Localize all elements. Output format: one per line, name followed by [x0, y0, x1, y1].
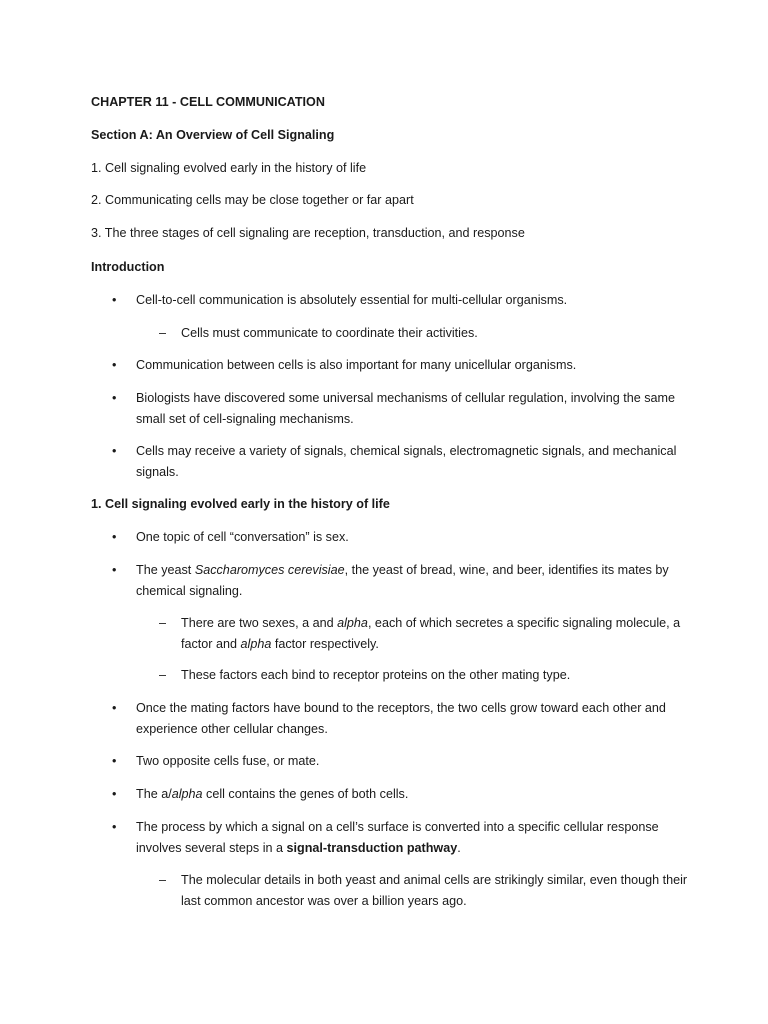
intro-bullet-2: Communication between cells is also important for many unicellular organisms.	[136, 358, 577, 372]
text-run: The a/	[136, 787, 172, 801]
s1-bullet-2	[136, 560, 696, 602]
s1-bullet-6	[136, 817, 696, 859]
s1-bullet-4: Two opposite cells fuse, or mate.	[136, 754, 320, 768]
s1-bullet-1: One topic of cell “conversation” is sex.	[136, 530, 349, 544]
text-run: cell contains the genes of both cells.	[202, 787, 409, 801]
alpha-term: alpha	[337, 616, 368, 630]
s1-bullet-5	[136, 784, 696, 805]
chapter-title: CHAPTER 11 - CELL COMMUNICATION	[91, 95, 325, 109]
text-run: , the yeast of bread, wine, and beer, identifies its mates by chemical signaling.	[136, 563, 669, 598]
outline-item-1: 1. Cell signaling evolved early in the history of life	[91, 161, 367, 175]
intro-bullet-1: Cell-to-cell communication is absolutely essential for multi-cellular organisms.	[136, 293, 568, 307]
dash-marker: –	[159, 873, 167, 887]
section-heading-1: 1. Cell signaling evolved early in the history of life	[91, 497, 390, 511]
s1-bullet-2-sub-1	[181, 613, 696, 655]
outline-item-2: 2. Communicating cells may be close together or far apart	[91, 193, 414, 207]
alpha-term: alpha	[171, 787, 203, 801]
species-name: Saccharomyces cerevisiae	[194, 563, 345, 577]
s1-bullet-2-sub-2: These factors each bind to receptor proteins on the other mating type.	[181, 668, 571, 682]
intro-bullet-1-sub: Cells must communicate to coordinate their activities.	[181, 326, 478, 340]
text-run: The yeast	[136, 563, 195, 577]
text-run: The process by which a signal on a cell’s surface is converted into a specific cellular response involves several steps in a	[136, 820, 659, 855]
text-run: .	[457, 841, 461, 855]
s1-bullet-6-sub: The molecular details in both yeast and animal cells are strikingly similar, even though their last common ancestor was over a billion years ago.	[181, 873, 688, 908]
bullet-marker: •	[112, 701, 117, 715]
bullet-marker: •	[112, 754, 117, 768]
intro-bullet-3: Biologists have discovered some universal mechanisms of cellular regulation, involving the same small set of cell-signaling mechanisms.	[136, 391, 675, 426]
outline-item-3: 3. The three stages of cell signaling are reception, transduction, and response	[91, 226, 525, 240]
section-title: Section A: An Overview of Cell Signaling	[91, 128, 335, 142]
bullet-marker: •	[112, 563, 117, 577]
text-run: There are two sexes, a and	[181, 616, 338, 630]
dash-marker: –	[159, 668, 167, 682]
s1-bullet-3: Once the mating factors have bound to the receptors, the two cells grow toward each other and experience other cellular changes.	[136, 701, 666, 736]
text-run: factor respectively.	[271, 637, 379, 651]
bullet-marker: •	[112, 293, 117, 307]
text-run: , each of which secretes a specific signaling molecule, a factor and	[181, 616, 681, 651]
intro-heading: Introduction	[91, 260, 165, 274]
bullet-marker: •	[112, 787, 117, 801]
alpha-term: alpha	[240, 637, 272, 651]
bullet-marker: •	[112, 444, 117, 458]
bullet-marker: •	[112, 358, 117, 372]
intro-bullet-4: Cells may receive a variety of signals, chemical signals, electromagnetic signals, and mechanical signals.	[136, 444, 677, 479]
dash-marker: –	[159, 616, 167, 630]
bullet-marker: •	[112, 530, 117, 544]
key-term: signal-transduction pathway	[286, 841, 458, 855]
bullet-marker: •	[112, 391, 117, 405]
bullet-marker: •	[112, 820, 117, 834]
dash-marker: –	[159, 326, 167, 340]
